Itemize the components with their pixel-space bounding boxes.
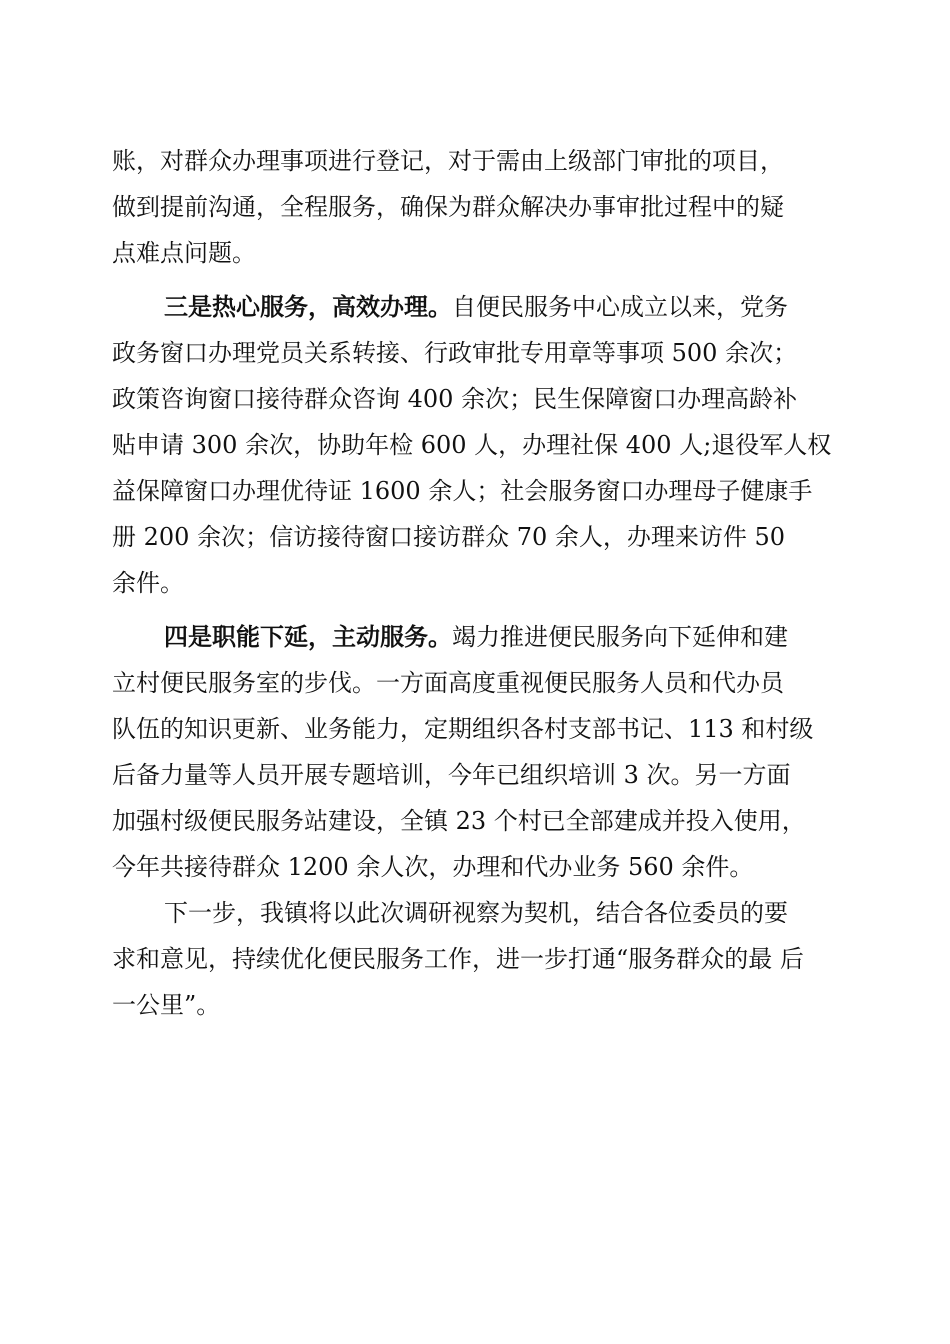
paragraph-3-line-5: 加强村级便民服务站建设，全镇 23 个村已全部建成并投入使用， (112, 807, 806, 835)
paragraph-1-line-1: 账，对群众办理事项进行登记，对于需由上级部门审批的项目， (112, 147, 784, 175)
paragraph-3 (112, 614, 852, 890)
paragraph-2-line-1 (112, 284, 852, 330)
paragraph-1 (112, 138, 852, 276)
paragraph-2-line-2: 政务窗口办理党员关系转接、行政审批专用章等事项 500 余次； (112, 339, 798, 367)
paragraph-3-line-3: 队伍的知识更新、业务能力，定期组织各村支部书记、113 和村级 (112, 715, 814, 743)
paragraph-2-line-6: 册 200 余次；信访接待窗口接访群众 70 余人，办理来访件 50 (112, 523, 786, 551)
paragraph-4-line-3: 一公里”。 (112, 991, 221, 1019)
paragraph-2-line-4: 贴申请 300 余次，协助年检 600 人，办理社保 400 人;退役军人权 (112, 431, 832, 459)
paragraph-4-line-2: 求和意见，持续优化便民服务工作，进一步打通“服务群众的最 后 (112, 945, 804, 973)
paragraph-1-line-2: 做到提前沟通，全程服务，确保为群众解决办事审批过程中的疑 (112, 193, 784, 221)
document-body (112, 138, 852, 1028)
paragraph-1-line-3: 点难点问题。 (112, 239, 256, 267)
paragraph-3-line-1 (112, 614, 852, 660)
paragraph-2-heading: 三是热心服务，高效办理。 (164, 293, 452, 321)
paragraph-3-first-line-text: 竭力推进便民服务向下延伸和建 (452, 623, 788, 651)
paragraph-2-first-line-text: 自便民服务中心成立以来，党务 (452, 293, 788, 321)
paragraph-2-line-5: 益保障窗口办理优待证 1600 余人；社会服务窗口办理母子健康手 (112, 477, 813, 505)
paragraph-4-line-1: 下一步，我镇将以此次调研视察为契机，结合各位委员的要 (164, 899, 788, 927)
paragraph-4 (112, 890, 852, 1028)
paragraph-3-line-4: 后备力量等人员开展专题培训，今年已组织培训 3 次。另一方面 (112, 761, 791, 789)
paragraph-2-line-3: 政策咨询窗口接待群众咨询 400 余次；民生保障窗口办理高龄补 (112, 385, 798, 413)
paragraph-3-line-6: 今年共接待群众 1200 余人次，办理和代办业务 560 余件。 (112, 853, 754, 881)
paragraph-3-heading: 四是职能下延，主动服务。 (164, 623, 452, 651)
paragraph-2-line-7: 余件。 (112, 569, 184, 597)
paragraph-2 (112, 284, 852, 606)
paragraph-3-line-2: 立村便民服务室的步伐。一方面高度重视便民服务人员和代办员 (112, 669, 784, 697)
